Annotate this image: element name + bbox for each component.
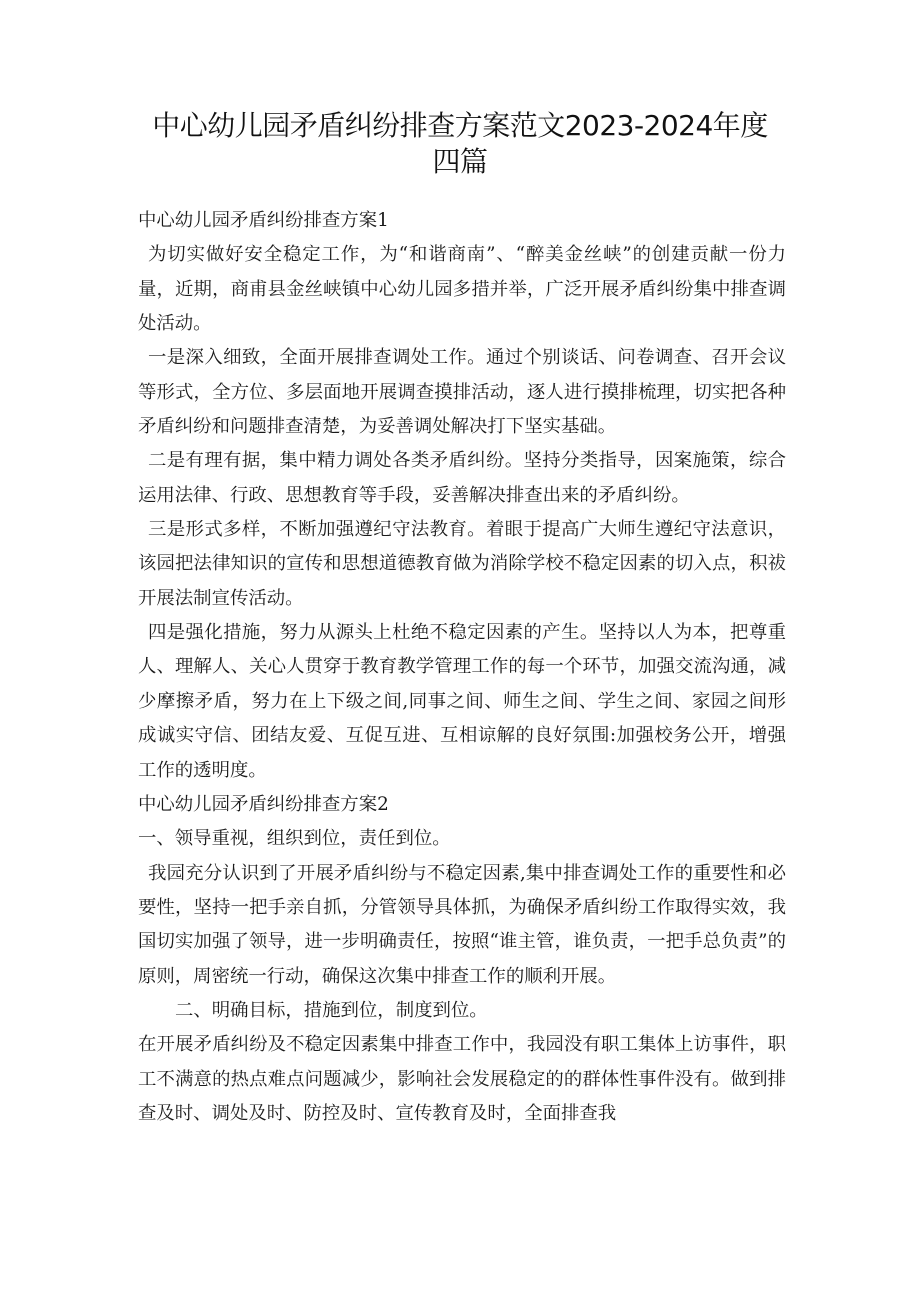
paragraph-leadership: 我园充分认识到了开展矛盾纠纷与不稳定因素,集中排查调处工作的重要性和必要性，坚持一把手亲自抓，分管领导具体抓，为确保矛盾纠纷工作取得实效，我国切实加强了领导，进一步明确责任，按照“谁主管，谁负责，一把手总负责”的原则，周密统一行动，确保这次集中排查工作的顺利开展。 [138,862,786,987]
document-body [138,204,786,1131]
paragraph-goals: 在开展矛盾纠纷及不稳定因素集中排查工作中，我园没有职工集体上访事件，职工不满意的热点难点问题减少，影响社会发展稳定的的群体性事件没有。做到排查及时、调处及时、防控及时、宣传教育及时，全面排查我 [138,1034,786,1124]
subheading-goals: 二、明确目标，措施到位，制度到位。 [175,999,488,1021]
document-title: 中心幼儿园矛盾纠纷排查方案范文2023-2024年度四篇 [152,109,768,178]
section-heading-plan-1: 中心幼儿园矛盾纠纷排查方案1 [138,210,389,231]
paragraph-intro: 为切实做好安全稳定工作，为“和谐商南”、“醉美金丝峡”的创建贡献一份力量，近期，商甫县金丝峡镇中心幼儿园多措并举，广泛开展矛盾纠纷集中排查调处活动。 [138,244,786,335]
paragraph-point-1: 一是深入细致，全面开展排查调处工作。通过个别谈话、问卷调查、召开会议等形式，全方位、多层面地开展调查摸排活动，逐人进行摸排梳理，切实把各种矛盾纠纷和问题排查清楚，为妥善调处解决打下坚实基础。 [138,347,786,438]
paragraph-point-3: 三是形式多样，不断加强遵纪守法教育。着眼于提高广大师生遵纪守法意识，该园把法律知识的宣传和思想道德教育做为消除学校不稳定因素的切入点，积祓开展法制宣传活动。 [138,519,786,609]
paragraph-point-2: 二是有理有据，集中精力调处各类矛盾纠纷。坚持分类指导，因案施策，综合运用法律、行政、思想教育等手段，妥善解决排查出来的矛盾纠纷。 [138,450,786,506]
paragraph-point-4: 四是强化措施，努力从源头上杜绝不稳定因素的产生。坚持以人为本，把尊重人、理解人、关心人贯穿于教育教学管理工作的每一个环节，加强交流沟通，减少摩擦矛盾，努力在上下级之间,同事之间、师生之间、学生之间、家园之间形成诚实守信、团结友爱、互促互进、互相谅解的良好氛围:加强校务公开，增强工作的透明度。 [138,622,786,781]
subheading-leadership: 一、领导重视，组织到位，责任到位。 [138,828,451,850]
section-heading-plan-2: 中心幼儿园矛盾纠纷排查方案2 [138,793,389,815]
